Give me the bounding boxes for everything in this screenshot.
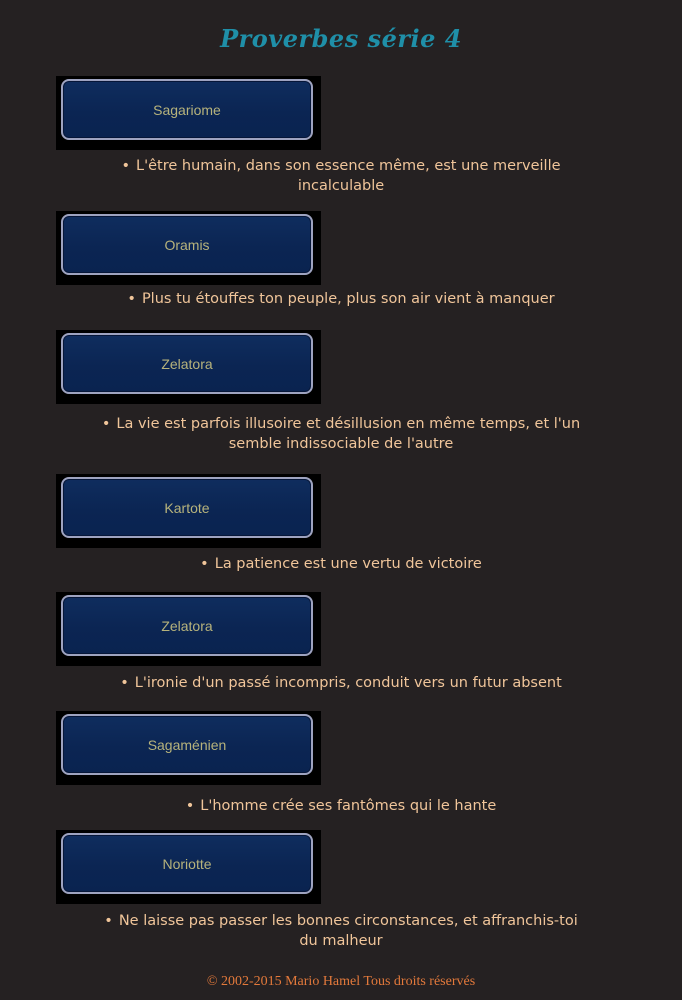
proverb-text-content: La patience est une vertu de victoire — [214, 556, 482, 572]
proverb-text-content: L'ironie d'un passé incompris, conduit vers un futur absent — [134, 675, 562, 691]
bullet: • — [104, 913, 113, 929]
proverb-text — [100, 911, 582, 951]
proverb-text-content: Plus tu étouffes ton peuple, plus son air vient à manquer — [141, 291, 555, 307]
proverb-text — [100, 289, 582, 309]
bullet: • — [120, 675, 129, 691]
proverb-text — [100, 414, 582, 454]
author-button-zelatora-2[interactable]: Zelatora — [61, 595, 313, 656]
proverb-text — [100, 796, 582, 816]
author-button-noriotte[interactable]: Noriotte — [61, 833, 313, 894]
proverb-text — [100, 554, 582, 574]
author-button-frame — [56, 211, 321, 285]
proverb-text-content: L'être humain, dans son essence même, est une merveille incalculable — [136, 158, 561, 194]
bullet: • — [121, 158, 131, 174]
author-button-frame — [56, 76, 321, 150]
author-button-sagamenien[interactable]: Sagaménien — [61, 714, 313, 775]
author-button-sagariome[interactable]: Sagariome — [61, 79, 313, 140]
author-button-frame — [56, 474, 321, 548]
author-button-frame — [56, 330, 321, 404]
author-button-frame — [56, 711, 321, 785]
copyright-footer: © 2002-2015 Mario Hamel Tous droits réservés — [206, 974, 476, 989]
author-button-frame — [56, 830, 321, 904]
author-button-zelatora[interactable]: Zelatora — [61, 333, 313, 394]
page-title: Proverbes série 4 — [220, 24, 462, 53]
proverb-text — [100, 673, 582, 693]
bullet: • — [200, 556, 209, 572]
proverb-text — [100, 156, 582, 196]
bullet: • — [101, 416, 111, 432]
bullet: • — [185, 798, 195, 814]
proverb-text-content: Ne laisse pas passer les bonnes circonstances, et affranchis-toi du malheur — [118, 913, 578, 949]
proverb-text-content: La vie est parfois illusoire et désillusion en même temps, et l'un semble indissociable de l'autre — [116, 416, 581, 452]
author-button-kartote[interactable]: Kartote — [61, 477, 313, 538]
bullet: • — [127, 291, 136, 307]
author-button-frame — [56, 592, 321, 666]
author-button-oramis[interactable]: Oramis — [61, 214, 313, 275]
proverb-text-content: L'homme crée ses fantômes qui le hante — [200, 798, 497, 814]
